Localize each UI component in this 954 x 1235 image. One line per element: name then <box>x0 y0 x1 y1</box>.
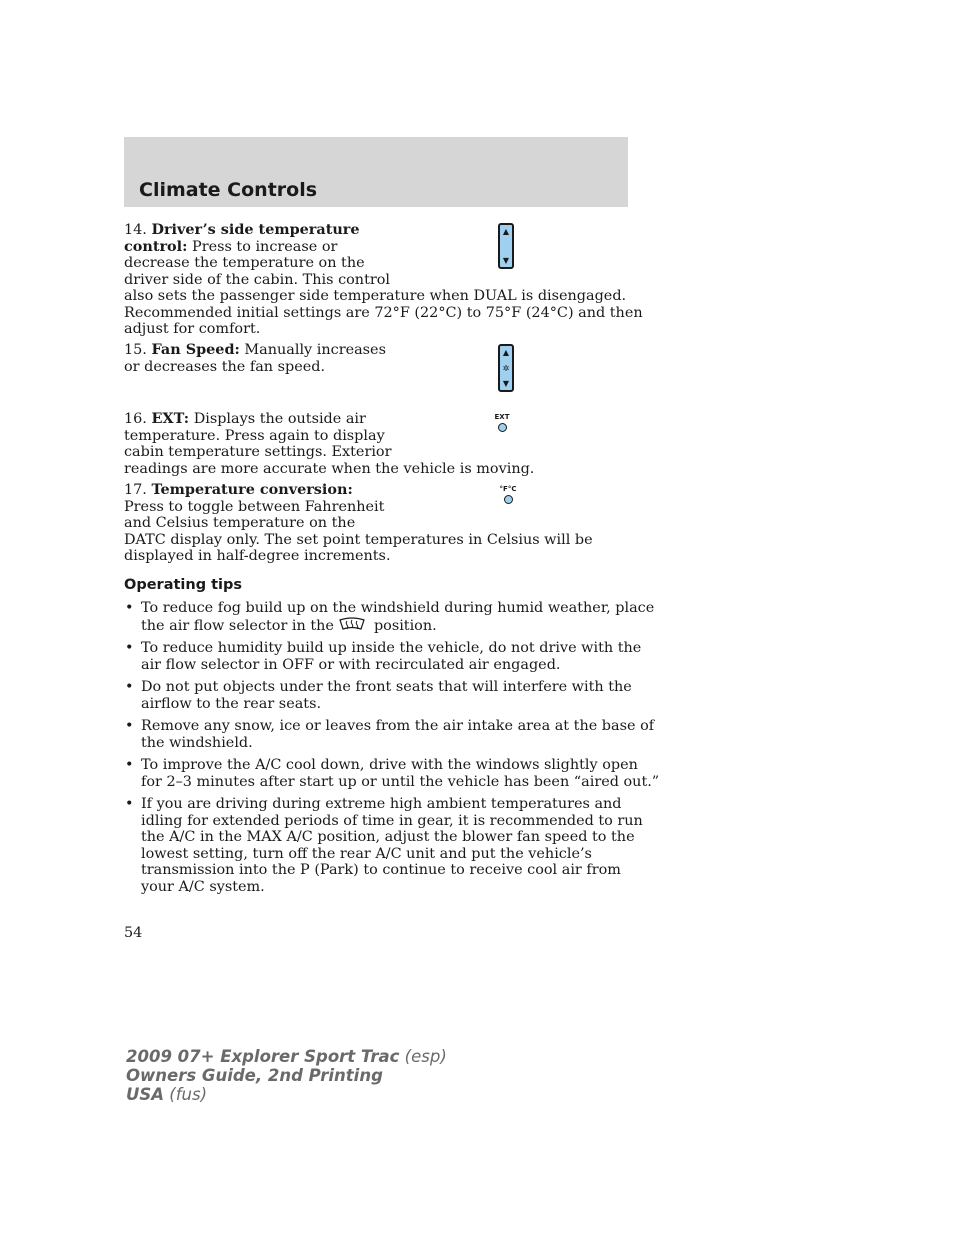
fc-button-icon: °F°C <box>496 485 520 504</box>
list-item: • Remove any snow, ice or leaves from the air intake area at the base of the windshield. <box>125 718 655 751</box>
list-item: • If you are driving during extreme high ambient temperatures and idling for extended periods of time in gear, it is recommended to run the A/C in the MAX A/C position, adjust the blower fan speed to the lowest setting, turn off the rear A/C unit and put the vehicle’s transmission into the P (Park) to continue to receive cool air from your A/C system. <box>125 796 643 895</box>
list-item: • To improve the A/C cool down, drive with the windows slightly open for 2–3 minutes after start up or until the vehicle has been “aired out.” <box>125 757 660 790</box>
windshield-defrost-icon <box>338 617 366 633</box>
list-item: • To reduce humidity build up inside the vehicle, do not drive with the air flow selector in OFF or with recirculated air engaged. <box>125 640 642 673</box>
fan-rocker-icon: ▲ ✲ ▼ <box>498 344 514 392</box>
temp-rocker-icon: ▲ ▼ <box>498 223 514 269</box>
document-footer: 2009 07+ Explorer Sport Trac (esp) Owners Guide, 2nd Printing USA (fus) <box>126 1047 447 1104</box>
item-ext: 16. EXT: Displays the outside air temperature. Press again to display cabin temperature settings. Exterior readings are more accurate when the vehicle is moving. <box>124 410 535 477</box>
ext-button-icon: EXT <box>491 413 513 432</box>
list-item: • Do not put objects under the front seats that will interfere with the airflow to the rear seats. <box>125 679 632 712</box>
section-title: Climate Controls <box>139 179 318 201</box>
operating-tips-heading: Operating tips <box>124 577 243 593</box>
tips-list <box>124 600 660 901</box>
section-header <box>124 137 628 207</box>
item-fan-speed: 15. Fan Speed: Manually increases or decreases the fan speed. <box>124 341 386 375</box>
list-item: • To reduce fog build up on the windshield during humid weather, place the air flow selector in the position. <box>125 600 655 634</box>
page-number: 54 <box>124 925 143 941</box>
item-temp-conversion: 17. Temperature conversion: Press to toggle between Fahrenheit and Celsius temperature on the DATC display only. The set point temperatures in Celsius will be displayed in half-degree increments. <box>124 481 593 564</box>
item-driver-temp: 14. Driver’s side temperature control: Press to increase or decrease the temperature on the driver side of the cabin. This control also sets the passenger side temperature when DUAL is disengaged. Recommended initial settings are 72°F (22°C) to 75°F (24°C) and then adjust for comfort. <box>124 221 643 337</box>
